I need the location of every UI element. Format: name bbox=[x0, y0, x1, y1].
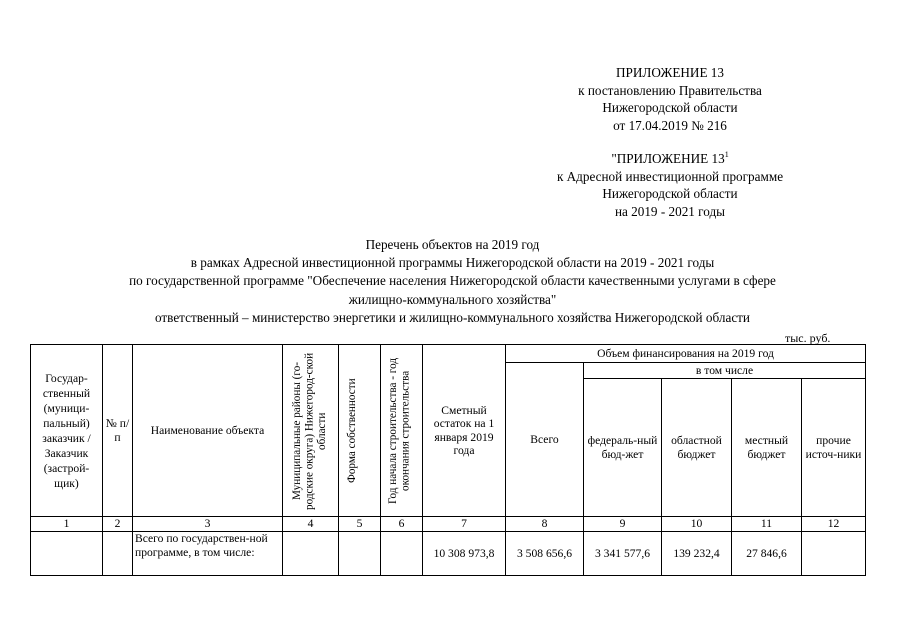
approval-header-line: к постановлению Правительства bbox=[578, 82, 762, 98]
objects-table bbox=[30, 344, 866, 576]
column-number: 2 bbox=[103, 517, 133, 532]
header-district bbox=[283, 345, 339, 517]
header-funding-group: Объем финансирования на 2019 год bbox=[506, 345, 866, 363]
appendix-header-line bbox=[520, 150, 820, 168]
column-number: 7 bbox=[423, 517, 506, 532]
header-years bbox=[381, 345, 423, 517]
cell-years bbox=[381, 532, 423, 576]
title-line: жилищно-коммунального хозяйства" bbox=[348, 291, 557, 307]
header-years-text: Год начала строительства - год окончания строительства bbox=[386, 357, 411, 504]
column-number: 11 bbox=[732, 517, 802, 532]
header-name: Наименование объекта bbox=[133, 345, 283, 517]
title-line: по государственной программе "Обеспечение населения Нижегородской области качественными услугами в сфере bbox=[129, 273, 776, 289]
header-num: № п/п bbox=[103, 345, 133, 517]
column-number: 3 bbox=[133, 517, 283, 532]
cell-total-name: Всего по государствен-ной программе, в том числе: bbox=[133, 532, 283, 576]
appendix-header-line: к Адресной инвестиционной программе bbox=[556, 168, 784, 184]
document-title bbox=[20, 236, 885, 327]
column-number: 4 bbox=[283, 517, 339, 532]
approval-header-line: Нижегородской области bbox=[602, 100, 738, 115]
header-federal: федераль-ный бюд-жет bbox=[584, 379, 662, 517]
column-number: 10 bbox=[662, 517, 732, 532]
appendix-header-line: Нижегородской области bbox=[602, 186, 738, 201]
column-numbers-row bbox=[31, 517, 866, 532]
cell-other bbox=[802, 532, 866, 576]
approval-header bbox=[560, 64, 780, 134]
appendix-header-line: на 2019 - 2021 годы bbox=[614, 203, 726, 219]
title-line: в рамках Адресной инвестиционной программы Нижегородской области на 2019 - 2021 годы bbox=[190, 255, 715, 271]
header-total: Всего bbox=[506, 363, 584, 517]
cell-num bbox=[103, 532, 133, 576]
cell-federal: 3 341 577,6 bbox=[584, 532, 662, 576]
column-number: 12 bbox=[802, 517, 866, 532]
column-number: 6 bbox=[381, 517, 423, 532]
header-including-group: в том числе bbox=[584, 363, 866, 379]
cell-regional: 139 232,4 bbox=[662, 532, 732, 576]
approval-header-line: от 17.04.2019 № 216 bbox=[613, 117, 727, 133]
appendix-header bbox=[520, 150, 820, 220]
cell-balance: 10 308 973,8 bbox=[423, 532, 506, 576]
column-number: 8 bbox=[506, 517, 584, 532]
header-regional: областной бюджет bbox=[662, 379, 732, 517]
total-row bbox=[31, 532, 866, 576]
header-ownership-text: Форма собственности bbox=[345, 378, 358, 483]
appendix-superscript: 1 bbox=[724, 150, 729, 159]
cell-ownership bbox=[339, 532, 381, 576]
header-district-text: Муниципальные районы (го-родские округа) Нижегород-ской области bbox=[290, 351, 328, 510]
title-line: Перечень объектов на 2019 год bbox=[365, 237, 540, 252]
cell-total: 3 508 656,6 bbox=[506, 532, 584, 576]
cell-district bbox=[283, 532, 339, 576]
appendix-title: "ПРИЛОЖЕНИЕ 13 bbox=[611, 151, 725, 166]
title-line: ответственный – министерство энергетики и жилищно-коммунального хозяйства Нижегородской области bbox=[155, 309, 750, 325]
header-other: прочие источ-ники bbox=[802, 379, 866, 517]
column-number: 5 bbox=[339, 517, 381, 532]
header-local: местный бюджет bbox=[732, 379, 802, 517]
approval-header-line: ПРИЛОЖЕНИЕ 13 bbox=[616, 65, 724, 80]
column-number: 1 bbox=[31, 517, 103, 532]
cell-local: 27 846,6 bbox=[732, 532, 802, 576]
column-number: 9 bbox=[584, 517, 662, 532]
header-ownership bbox=[339, 345, 381, 517]
units-label: тыс. руб. bbox=[785, 331, 831, 345]
cell-customer bbox=[31, 532, 103, 576]
header-balance: Сметный остаток на 1 января 2019 года bbox=[423, 345, 506, 517]
header-customer: Государ-ственный (муници-пальный) заказчик / Заказчик (застрой-щик) bbox=[31, 345, 103, 517]
